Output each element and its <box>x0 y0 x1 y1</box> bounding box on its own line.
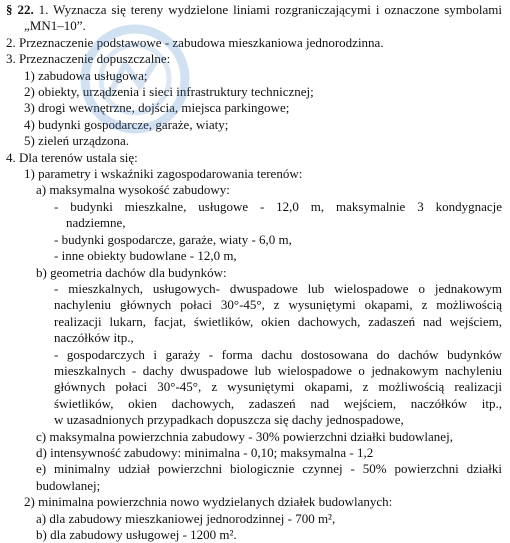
item-1-line-1: § 22. 1. Wyznacza się tereny wydzielone liniami rozgraniczającymi i oznaczone symbolami <box>6 2 502 17</box>
sub-1-c: c) maksymalna powierzchnia zabudowy - 30% powierzchni działki budowlanej, <box>36 428 453 444</box>
sub-1-b-line: świetlików, okien dachowych, zadaszeń nad wejściem, naczółków itp., <box>54 395 502 411</box>
sub-1-b-line: realizacji lukarn, facjat, świetlików, okien dachowych, zadaszeń nad wejściem, <box>54 313 502 329</box>
sub-2-b: b) dla zabudowy usługowej - 1200 m². <box>36 527 237 542</box>
sub-2-heading: 2) minimalna powierzchnia nowo wydzielanych działek budowlanych: <box>24 494 393 510</box>
sub-1-b-line: mieszkalnych - dachy dwuspadowe lub wielospadowe o jednakowym nachyleniu <box>54 362 502 378</box>
sub-1-heading: 1) parametry i wskaźniki zagospodarowania terenów: <box>24 166 303 182</box>
item-3-entry: 5) zieleń urządzona. <box>24 133 130 149</box>
sub-1-a-line: - budynki gospodarcze, garaże, wiaty - 6,0 m, <box>54 231 292 247</box>
item-1-line-2: „MN1–10”. <box>24 18 86 34</box>
document-body <box>6 2 502 543</box>
item-4-heading: 4. Dla terenów ustala się: <box>6 149 138 165</box>
sub-1-b-line: w uzasadnionych przypadkach dopuszcza się dachy jednospadowe, <box>54 412 404 428</box>
sub-1-a-line: - inne obiekty budowlane - 12,0 m, <box>54 248 237 264</box>
sub-1-b-line: głównych połaci 30°-45°, z wysuniętymi okapami, z możliwością realizacji <box>54 379 502 395</box>
sub-1-b-line: naczółków itp., <box>54 330 134 346</box>
item-2: 2. Przeznaczenie podstawowe - zabudowa mieszkaniowa jednorodzinna. <box>6 34 384 50</box>
item-3-entry: 3) drogi wewnętrzne, dojścia, miejsca parkingowe; <box>24 100 290 116</box>
item-3-entry: 4) budynki gospodarcze, garaże, wiaty; <box>24 116 229 132</box>
sub-1-e: e) minimalny udział powierzchni biologicznie czynnej - 50% powierzchni działki <box>36 461 502 477</box>
item-3-heading: 3. Przeznaczenie dopuszczalne: <box>6 51 171 67</box>
sub-1-b-line: nachyleniu głównych połaci 30°-45°, z wysuniętymi okapami, z możliwością <box>54 297 502 313</box>
sub-1-b-line: - gospodarczych i garaży - forma dachu dostosowana do dachów budynków <box>54 346 502 362</box>
item-3-entry: 1) zabudowa usługowa; <box>24 67 148 83</box>
paragraph-number: § 22. <box>6 2 34 17</box>
sub-1-b-heading: b) geometria dachów dla budynków: <box>36 264 227 280</box>
sub-2-a: a) dla zabudowy mieszkaniowej jednorodzinnej - 700 m², <box>36 510 336 526</box>
sub-1-a-line: nadziemne, <box>66 215 126 231</box>
sub-1-e-cont: budowlanej; <box>36 477 101 493</box>
sub-1-a-heading: a) maksymalna wysokość zabudowy: <box>36 182 230 198</box>
item-3-entry: 2) obiekty, urządzenia i sieci infrastruktury technicznej; <box>24 84 314 100</box>
sub-1-a-line: - budynki mieszkalne, usługowe - 12,0 m, maksymalnie 3 kondygnacje <box>54 198 502 214</box>
sub-1-d: d) intensywność zabudowy: minimalna - 0,10; maksymalna - 1,2 <box>36 444 374 460</box>
sub-1-b-line: - mieszkalnych, usługowych- dwuspadowe lub wielospadowe o jednakowym <box>54 280 502 296</box>
